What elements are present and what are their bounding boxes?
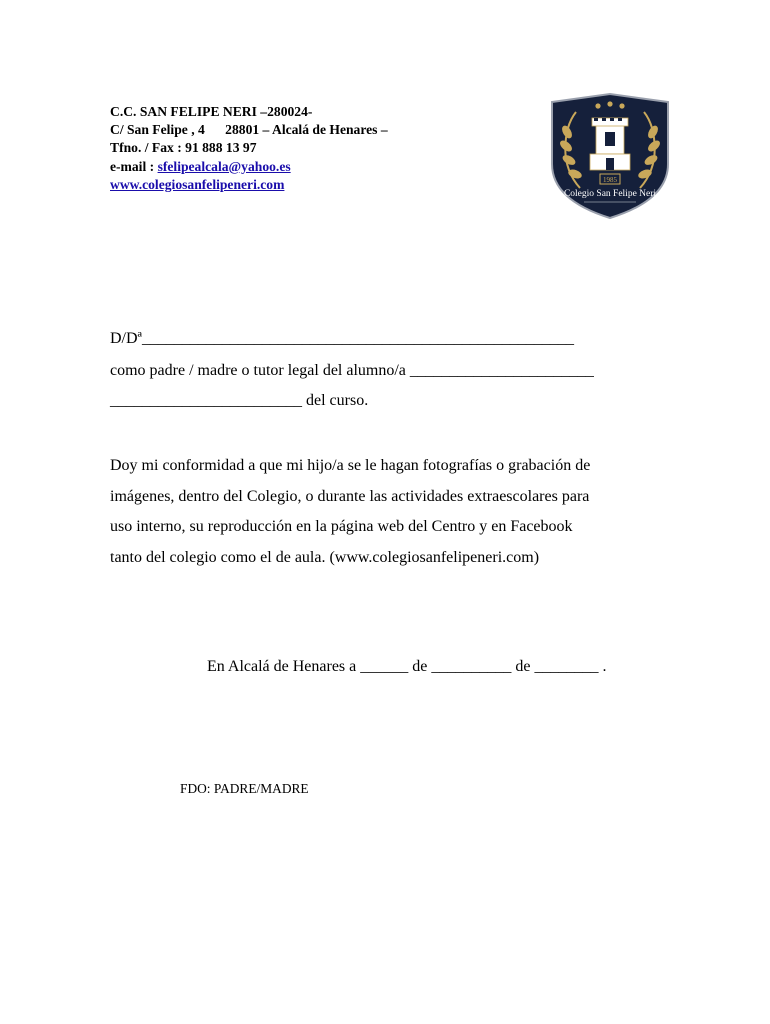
crest-year: 1985 <box>603 176 617 184</box>
email-link[interactable]: sfelipealcala@yahoo.es <box>157 158 291 174</box>
consent-line: imágenes, dentro del Colegio, o durante las actividades extraescolares para <box>110 487 590 505</box>
consent-line: tanto del colegio como el de aula. (www.colegiosanfelipeneri.com) <box>110 548 540 566</box>
school-crest-logo <box>542 88 678 224</box>
date-place-line: En Alcalá de Henares a ______ de __________ de ________ . <box>207 658 607 675</box>
consent-paragraph <box>110 451 670 573</box>
consent-line: uso interno, su reproducción en la página web del Centro y en Facebook <box>110 518 573 535</box>
email-label: e-mail : <box>110 158 158 174</box>
letterhead <box>110 103 470 194</box>
email-row <box>110 158 470 176</box>
crest-school-name: Colegio San Felipe Neri <box>563 189 657 199</box>
school-name: C.C. SAN FELIPE NERI –280024- <box>110 104 313 119</box>
parent-field-line: como padre / madre o tutor legal del alumno/a _______________________ <box>110 362 594 379</box>
website-row <box>110 176 470 194</box>
school-address: C/ San Felipe , 4 28801 – Alcalá de Henares – <box>110 122 388 138</box>
signature-label: FDO: PADRE/MADRE <box>180 781 309 796</box>
consent-line: Doy mi conformidad a que mi hijo/a se le hagan fotografías o grabación de <box>110 457 591 474</box>
school-phone: Tfno. / Fax : 91 888 13 97 <box>110 140 257 156</box>
website-link[interactable]: www.colegiosanfelipeneri.com <box>110 176 285 192</box>
name-field-line: D/Dª______________________________________________________ <box>110 330 574 347</box>
course-field-line: ________________________ del curso. <box>110 392 369 409</box>
